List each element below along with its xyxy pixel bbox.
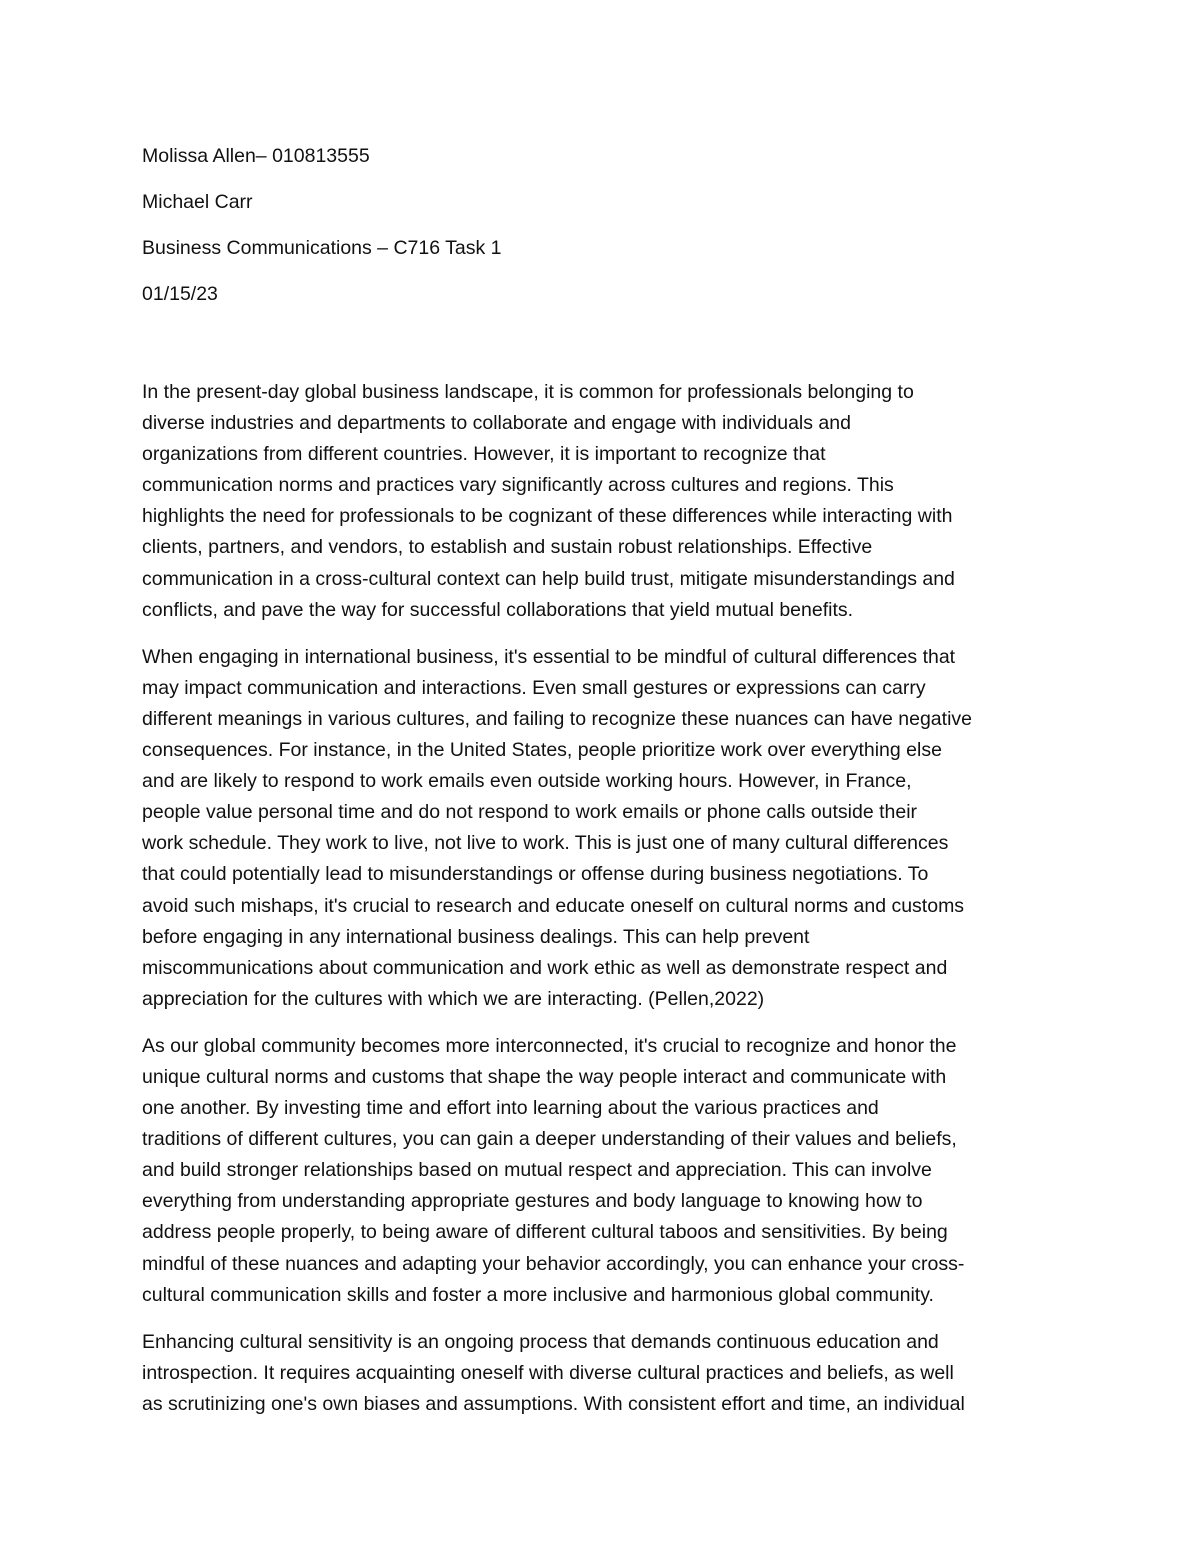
course-title: Business Communications – C716 Task 1 bbox=[142, 237, 502, 259]
paragraph-line: mindful of these nuances and adapting your behavior accordingly, you can enhance your cross- bbox=[142, 1252, 965, 1275]
document-date: 01/15/23 bbox=[142, 283, 218, 305]
paragraph-line: people value personal time and do not respond to work emails or phone calls outside their bbox=[142, 801, 918, 824]
paragraph-line: cultural communication skills and foster a more inclusive and harmonious global community. bbox=[142, 1283, 934, 1306]
paragraph-line: unique cultural norms and customs that shape the way people interact and communicate with bbox=[142, 1065, 947, 1088]
paragraph-line: When engaging in international business, it's essential to be mindful of cultural differences that bbox=[142, 645, 956, 668]
document-header bbox=[142, 142, 1072, 326]
paragraph-line: everything from understanding appropriate gestures and body language to knowing how to bbox=[142, 1190, 923, 1213]
body-paragraph bbox=[142, 377, 1072, 626]
paragraph-line: address people properly, to being aware of different cultural taboos and sensitivities. By being bbox=[142, 1221, 948, 1244]
paragraph-line: work schedule. They work to live, not live to work. This is just one of many cultural differences bbox=[142, 832, 949, 855]
paragraph-line: consequences. For instance, in the United States, people prioritize work over everything else bbox=[142, 739, 942, 762]
body-paragraph bbox=[142, 1327, 1072, 1420]
paragraph-line: highlights the need for professionals to be cognizant of these differences while interacting with bbox=[142, 505, 953, 528]
paragraph-line: In the present-day global business landscape, it is common for professionals belonging to bbox=[142, 381, 914, 403]
paragraph-line: and build stronger relationships based on mutual respect and appreciation. This can involve bbox=[142, 1159, 932, 1182]
paragraph-line: diverse industries and departments to collaborate and engage with individuals and bbox=[142, 412, 851, 435]
paragraph-line: that could potentially lead to misunderstandings or offense during business negotiations. To bbox=[142, 863, 929, 886]
student-name-id: Molissa Allen– 010813555 bbox=[142, 145, 370, 167]
document-body bbox=[142, 377, 1072, 1436]
paragraph-line: clients, partners, and vendors, to establish and sustain robust relationships. Effective bbox=[142, 536, 873, 559]
paragraph-line: Enhancing cultural sensitivity is an ongoing process that demands continuous education and bbox=[142, 1330, 939, 1353]
paragraph-line: appreciation for the cultures with which we are interacting. (Pellen,2022) bbox=[142, 987, 765, 1010]
paragraph-line: and are likely to respond to work emails even outside working hours. However, in France, bbox=[142, 770, 912, 793]
body-paragraph bbox=[142, 642, 1072, 1015]
paragraph-line: as scrutinizing one's own biases and assumptions. With consistent effort and time, an individual bbox=[142, 1392, 965, 1415]
paragraph-line: one another. By investing time and effort into learning about the various practices and bbox=[142, 1097, 879, 1120]
paragraph-line: communication norms and practices vary significantly across cultures and regions. This bbox=[142, 474, 894, 497]
paragraph-line: introspection. It requires acquainting oneself with diverse cultural practices and beliefs, as well bbox=[142, 1361, 954, 1384]
paragraph-line: traditions of different cultures, you can gain a deeper understanding of their values and beliefs, bbox=[142, 1128, 957, 1151]
body-paragraph bbox=[142, 1031, 1072, 1311]
paragraph-line: before engaging in any international business dealings. This can help prevent bbox=[142, 925, 810, 948]
paragraph-line: miscommunications about communication and work ethic as well as demonstrate respect and bbox=[142, 956, 948, 979]
paragraph-line: As our global community becomes more interconnected, it's crucial to recognize and honor the bbox=[142, 1034, 957, 1057]
paragraph-line: communication in a cross-cultural context can help build trust, mitigate misunderstandings and bbox=[142, 567, 955, 590]
paragraph-line: different meanings in various cultures, and failing to recognize these nuances can have negative bbox=[142, 707, 972, 730]
paragraph-line: may impact communication and interactions. Even small gestures or expressions can carry bbox=[142, 676, 926, 699]
paragraph-line: conflicts, and pave the way for successful collaborations that yield mutual benefits. bbox=[142, 598, 854, 621]
paragraph-line: organizations from different countries. However, it is important to recognize that bbox=[142, 443, 826, 466]
instructor-name: Michael Carr bbox=[142, 191, 253, 213]
paragraph-line: avoid such mishaps, it's crucial to research and educate oneself on cultural norms and customs bbox=[142, 894, 965, 917]
